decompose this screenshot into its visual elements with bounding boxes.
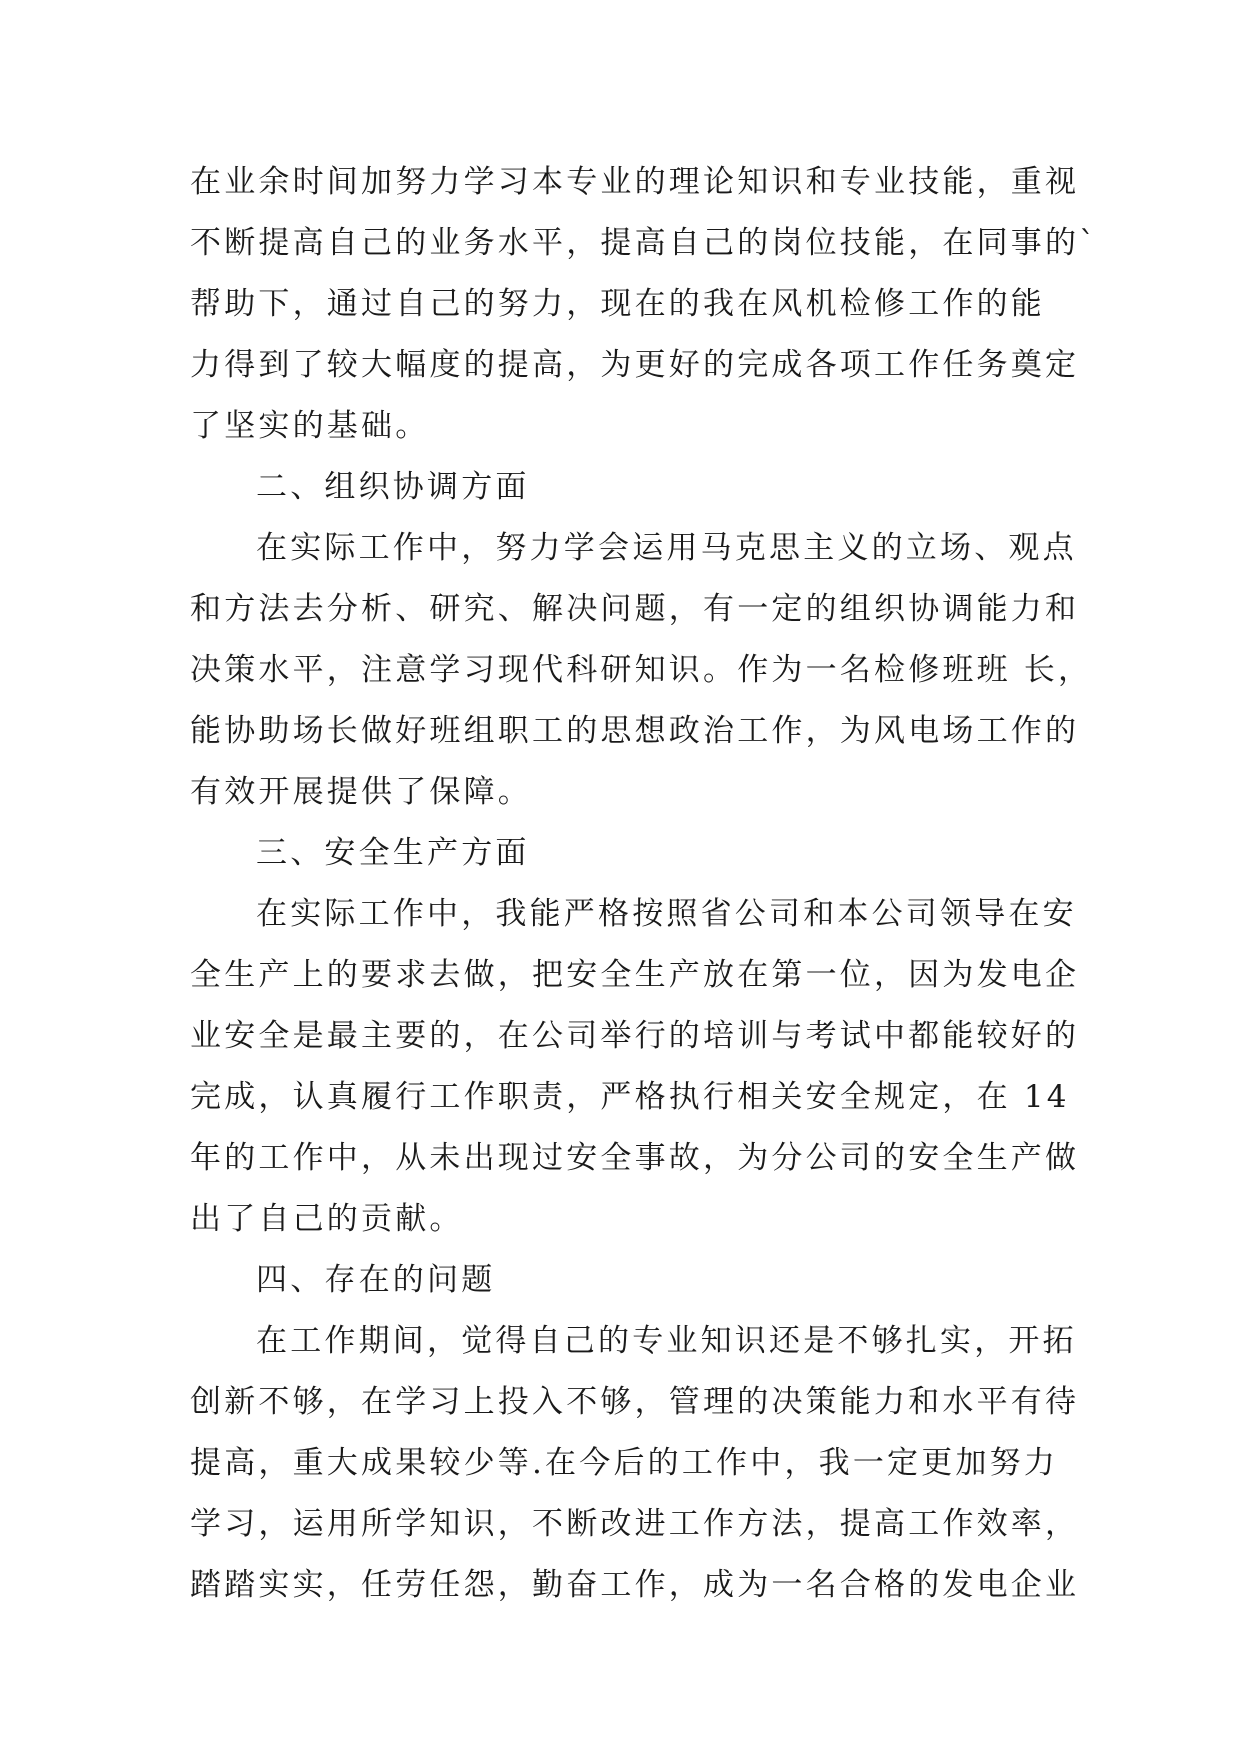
text-line: 创新不够，在学习上投入不够，管理的决策能力和水平有待 (190, 1384, 1080, 1420)
text-line: 年的工作中，从未出现过安全事故，为分公司的安全生产做 (190, 1140, 1080, 1176)
text-line: 和方法去分析、研究、解决问题，有一定的组织协调能力和 (190, 591, 1080, 627)
text-line: 全生产上的要求去做，把安全生产放在第一位，因为发电企 (190, 957, 1080, 993)
text-line: 业安全是最主要的，在公司举行的培训与考试中都能较好的 (190, 1018, 1080, 1054)
paragraph-first-line: 在工作期间，觉得自己的专业知识还是不够扎实，开拓 (256, 1323, 1077, 1359)
text-line: 力得到了较大幅度的提高，为更好的完成各项工作任务奠定 (190, 347, 1080, 383)
text-line: 有效开展提供了保障。 (190, 774, 532, 810)
text-line: 学习，运用所学知识，不断改进工作方法，提高工作效率， (190, 1506, 1080, 1542)
text-line: 能协助场长做好班组职工的思想政治工作，为风电场工作的 (190, 713, 1080, 749)
text-line: 出了自己的贡献。 (190, 1201, 464, 1237)
section-heading: 二、组织协调方面 (256, 469, 530, 505)
text-line: 不断提高自己的业务水平，提高自己的岗位技能，在同事的` (190, 225, 1098, 261)
text-line: 完成，认真履行工作职责，严格执行相关安全规定，在 14 (190, 1079, 1070, 1115)
paragraph-first-line: 在实际工作中，努力学会运用马克思主义的立场、观点 (256, 530, 1077, 566)
document-body (190, 152, 1098, 1616)
text-line: 在业余时间加努力学习本专业的理论知识和专业技能，重视 (190, 164, 1080, 200)
text-line: 提高，重大成果较少等.在今后的工作中，我一定更加努力 (190, 1445, 1059, 1481)
text-line: 帮助下，通过自己的努力，现在的我在风机检修工作的能 (190, 286, 1045, 322)
section-heading: 四、存在的问题 (256, 1262, 496, 1298)
text-line: 了坚实的基础。 (190, 408, 430, 444)
text-line: 踏踏实实，任劳任怨，勤奋工作，成为一名合格的发电企业 (190, 1567, 1080, 1603)
section-heading: 三、安全生产方面 (256, 835, 530, 871)
paragraph-first-line: 在实际工作中，我能严格按照省公司和本公司领导在安 (256, 896, 1077, 932)
text-line: 决策水平，注意学习现代科研知识。作为一名检修班班 长， (190, 652, 1093, 688)
